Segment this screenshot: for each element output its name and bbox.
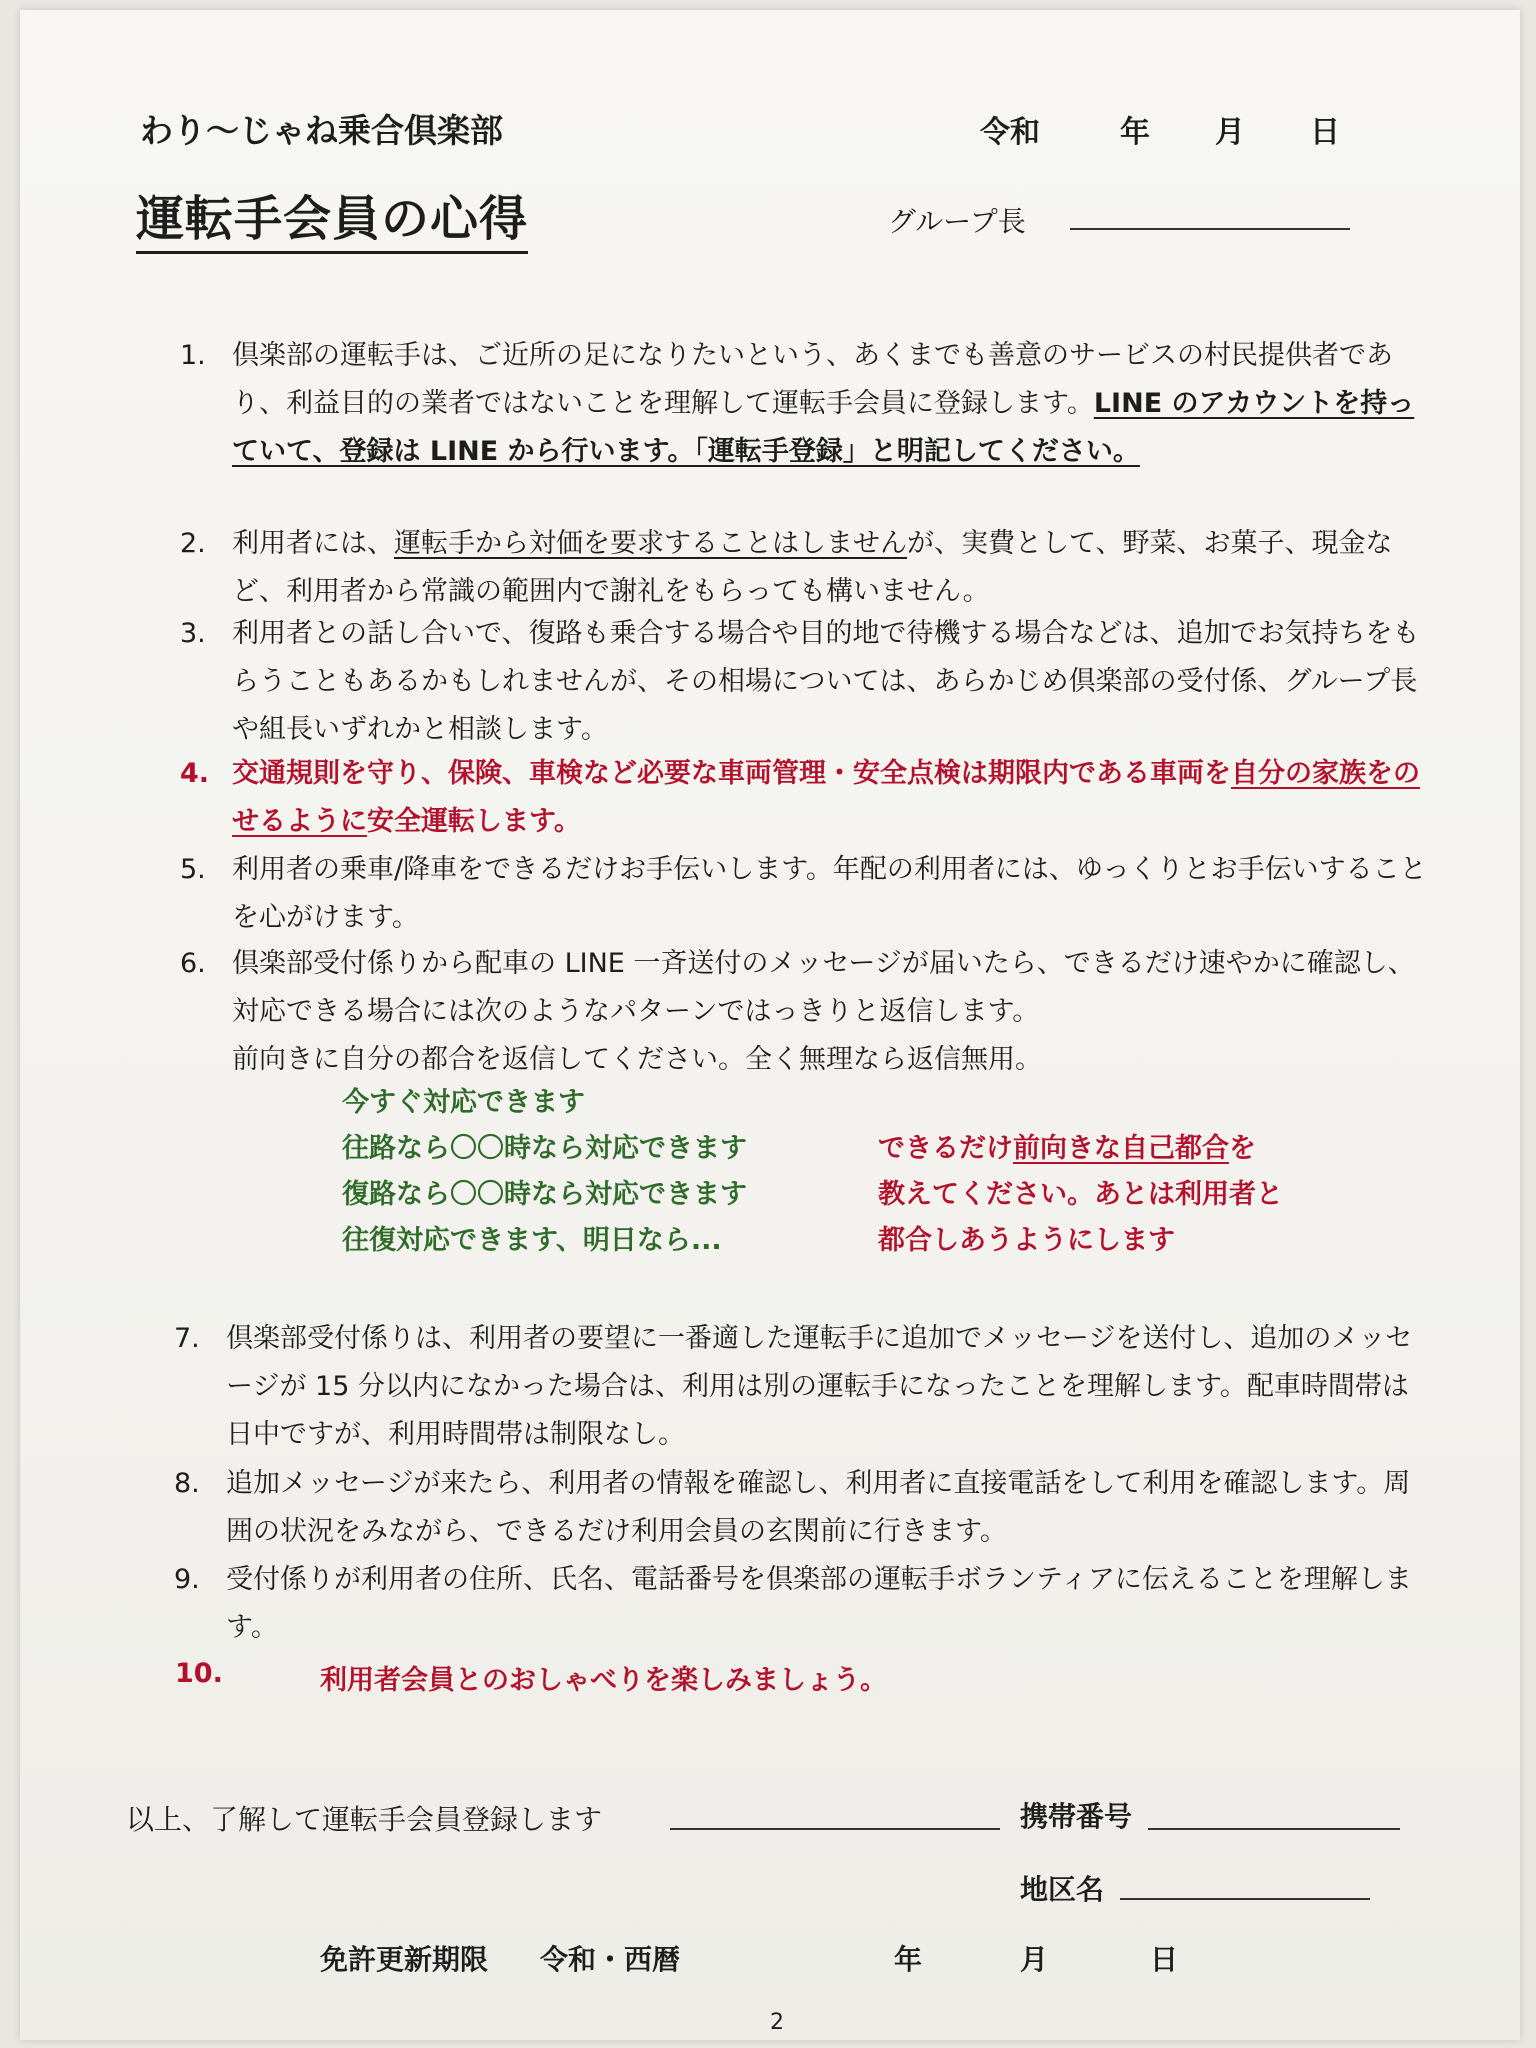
license-label: 免許更新期限	[320, 1943, 489, 1976]
group-leader-label: グループ長	[888, 205, 1026, 238]
note-text: できるだけ	[878, 1133, 1013, 1164]
page-title: 運転手会員の心得	[136, 180, 528, 254]
list-item-7	[174, 1315, 1434, 1459]
item-text: 追加メッセージが来たら、利用者の情報を確認し、利用者に直接電話をして利用を確認します。周囲の状況をみながら、できるだけ利用会員の玄関前に行きます。	[226, 1468, 1411, 1547]
document-page	[20, 10, 1520, 2040]
list-item-9	[174, 1556, 1434, 1652]
item-number: 2.	[180, 528, 206, 559]
date-year: 年	[1120, 115, 1150, 150]
item-number: 9.	[174, 1564, 200, 1595]
date-era: 令和	[980, 115, 1040, 150]
item-number: 6.	[180, 948, 206, 979]
note-text: を	[1229, 1133, 1256, 1164]
note-line-1	[878, 1126, 1256, 1172]
page-number: 2	[770, 2010, 784, 2035]
list-item-3	[180, 610, 1440, 754]
item-text: 利用者の乗車/降車をできるだけお手伝いします。年配の利用者には、ゆっくりとお手伝いすることを心がけます。	[232, 854, 1427, 933]
date-day: 日	[1310, 115, 1340, 150]
item-text: 利用者には、	[232, 528, 394, 559]
signature-line[interactable]	[670, 1828, 1000, 1830]
list-item-8	[174, 1460, 1434, 1556]
note-line-3: 都合しあうようにします	[878, 1225, 1175, 1256]
license-day: 日	[1150, 1943, 1179, 1976]
item-text: 利用者との話し合いで、復路も乗合する場合や目的地で待機する場合などは、追加でお気持ちをもらうこともあるかもしれませんが、その相場については、あらかじめ倶楽部の受付係、グループ長や組長いずれかと相談します。	[232, 618, 1420, 745]
item-text: 安全運転します。	[367, 806, 581, 837]
item-text: が、実費として、野菜、お菓子、現金など、利用者から常識の範囲内で謝礼をもらっても構いません。	[232, 528, 1393, 607]
list-item-10: 利用者会員とのおしゃべりを楽しみましょう。	[320, 1665, 887, 1696]
district-label: 地区名	[1020, 1873, 1105, 1906]
item-text: 倶楽部受付係りから配車の LINE 一斉送付のメッセージが届いたら、できるだけ速やかに確認し、対応できる場合には次のようなパターンではっきりと返信します。	[232, 948, 1415, 1027]
list-item-5	[180, 846, 1440, 942]
item-text-underlined: LINE のアカウントを持っていて、登録は LINE から行います。「運転手登録」と明記してください。	[232, 388, 1415, 467]
note-text-underlined: 前向きな自己都合	[1013, 1133, 1229, 1164]
item-text: 前向きに自分の都合を返信してください。全く無理なら返信無用。	[232, 1044, 1042, 1075]
item-text: 倶楽部受付係りは、利用者の要望に一番適した運転手に追加でメッセージを送付し、追加のメッセージが 15 分以内になかった場合は、利用は別の運転手になったことを理解します。配車時間帯は日中ですが、利用時間帯は制限なし。	[226, 1323, 1413, 1450]
item-text: 受付係りが利用者の住所、氏名、電話番号を倶楽部の運転手ボランティアに伝えることを理解します。	[226, 1564, 1412, 1643]
note-line-2: 教えてください。あとは利用者と	[878, 1179, 1283, 1210]
item-text: 倶楽部の運転手は、ご近所の足になりたいという、あくまでも善意のサービスの村民提供者であり、利益目的の業者ではないことを理解して運転手会員に登録します。	[232, 340, 1393, 419]
item-number: 4.	[180, 758, 210, 789]
era-label: 令和・西暦	[540, 1943, 681, 1976]
reply-pattern-1: 今すぐ対応できます	[342, 1087, 585, 1118]
list-item-1	[180, 332, 1440, 476]
list-item-6	[180, 940, 1440, 1084]
item-number: 7.	[174, 1323, 200, 1354]
item-number: 1.	[180, 340, 206, 371]
item-text: 交通規則を守り、保険、車検など必要な車両管理・安全点検は期限内である車両を	[232, 758, 1231, 789]
group-leader-line[interactable]	[1070, 228, 1350, 230]
item-number: 8.	[174, 1468, 200, 1499]
reply-pattern-2: 往路なら〇〇時なら対応できます	[342, 1133, 747, 1164]
license-year: 年	[894, 1943, 923, 1976]
phone-label: 携帯番号	[1020, 1800, 1133, 1833]
item-text-underlined: 運転手から対価を要求することはしません	[394, 528, 907, 559]
agree-label: 以上、了解して運転手会員登録します	[126, 1803, 603, 1836]
list-item-4	[180, 750, 1440, 846]
district-line[interactable]	[1120, 1898, 1370, 1900]
club-name: わり〜じゃね乗合倶楽部	[140, 111, 503, 150]
item-number-10: 10.	[175, 1658, 223, 1689]
reply-pattern-4: 往復対応できます、明日なら...	[342, 1225, 722, 1256]
phone-line[interactable]	[1148, 1828, 1400, 1830]
item-number: 5.	[180, 854, 206, 885]
license-month: 月	[1020, 1943, 1049, 1976]
list-item-2	[180, 520, 1440, 616]
date-month: 月	[1215, 115, 1245, 150]
item-number: 3.	[180, 618, 206, 649]
reply-pattern-3: 復路なら〇〇時なら対応できます	[342, 1179, 747, 1210]
item-text-underlined: 自分の家族をのせるように	[232, 758, 1420, 837]
